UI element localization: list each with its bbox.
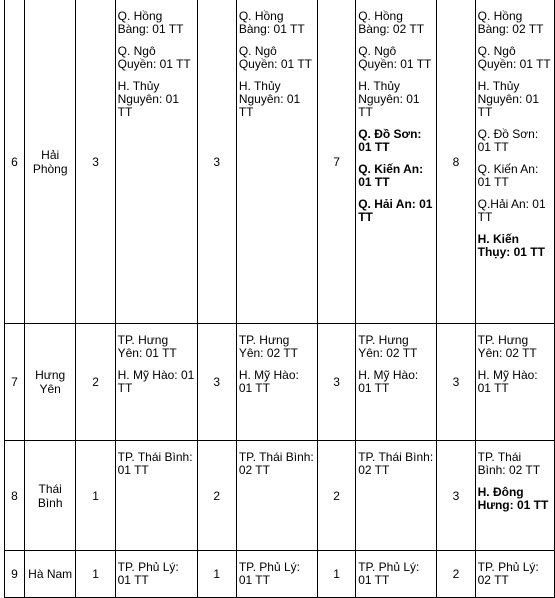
district-entry: Q. Hồng Bàng: 01 TT xyxy=(238,9,305,36)
district-list xyxy=(236,441,317,551)
district-entry: Q. Ngô Quyền: 01 TT xyxy=(358,44,432,71)
district-entry: H. Mỹ Hào: 01 TT xyxy=(117,368,195,395)
count-cell: 2 xyxy=(197,441,236,551)
district-entry: H. Mỹ Hào: 01 TT xyxy=(477,368,538,395)
district-list xyxy=(356,0,437,324)
row-number: 7 xyxy=(5,324,25,441)
district-entry: Q. Hải An: 01 TT xyxy=(358,197,433,224)
district-entry: H. Thủy Nguyên: 01 TT xyxy=(358,79,420,119)
province-name: Thái Bình xyxy=(24,441,76,551)
count-cell: 1 xyxy=(76,551,115,598)
table-row xyxy=(5,441,555,551)
district-entry: TP. Phủ Lý: 02 TT xyxy=(477,560,539,587)
district-list xyxy=(356,324,437,441)
district-list xyxy=(115,0,197,324)
district-entry: Q. Ngô Quyền: 01 TT xyxy=(117,44,191,71)
district-list xyxy=(356,441,437,551)
district-entry: TP. Hưng Yên: 02 TT xyxy=(477,333,537,360)
count-cell: 2 xyxy=(76,324,115,441)
district-list xyxy=(475,551,554,598)
district-entry: TP. Thái Bình: 02 TT xyxy=(358,450,434,477)
district-entry: Q. Kiến An: 01 TT xyxy=(477,162,539,189)
district-entry: H. Thủy Nguyên: 01 TT xyxy=(477,79,539,119)
district-entry: TP. Hưng Yên: 02 TT xyxy=(358,333,418,360)
district-entry: TP. Hưng Yên: 02 TT xyxy=(238,333,298,360)
count-cell: 1 xyxy=(76,441,115,551)
district-entry: TP. Thái Bình: 01 TT xyxy=(117,450,193,477)
count-cell: 8 xyxy=(437,0,475,324)
district-entry: TP. Thái Bình: 02 TT xyxy=(477,450,541,477)
province-name: Hải Phòng xyxy=(24,0,76,324)
count-cell: 2 xyxy=(437,551,475,598)
district-entry: TP. Phủ Lý: 01 TT xyxy=(238,560,300,587)
district-entry: Q. Đồ Sơn: 01 TT xyxy=(477,127,539,154)
district-entry: H. Mỹ Hào: 01 TT xyxy=(238,368,299,395)
row-number: 9 xyxy=(5,551,25,598)
table-row xyxy=(5,0,555,324)
district-list xyxy=(115,551,197,598)
province-name: Hà Nam xyxy=(24,551,76,598)
count-cell: 3 xyxy=(437,441,475,551)
district-list xyxy=(475,0,554,324)
station-table xyxy=(4,0,555,598)
district-entry: Q. Ngô Quyền: 01 TT xyxy=(238,44,312,71)
district-list xyxy=(115,324,197,441)
row-number: 8 xyxy=(5,441,25,551)
district-entry: TP. Hưng Yên: 01 TT xyxy=(117,333,177,360)
row-number: 6 xyxy=(5,0,25,324)
district-entry: H. Mỹ Hào: 01 TT xyxy=(358,368,419,395)
count-cell: 7 xyxy=(317,0,355,324)
district-list xyxy=(236,324,317,441)
district-entry: Q. Hồng Bàng: 02 TT xyxy=(358,9,425,36)
count-cell: 3 xyxy=(317,324,355,441)
district-entry: H. Kiến Thụy: 01 TT xyxy=(477,232,545,259)
district-list xyxy=(475,324,554,441)
table-row xyxy=(5,551,555,598)
count-cell: 3 xyxy=(437,324,475,441)
province-name: Hưng Yên xyxy=(24,324,76,441)
district-entry: TP. Phủ Lý: 01 TT xyxy=(117,560,179,587)
district-list xyxy=(356,551,437,598)
district-entry: Q.Hải An: 01 TT xyxy=(477,197,546,224)
district-entry: Q. Đồ Sơn: 01 TT xyxy=(358,127,422,154)
district-list xyxy=(236,551,317,598)
table-row xyxy=(5,324,555,441)
district-entry: TP. Phủ Lý: 01 TT xyxy=(358,560,420,587)
district-entry: TP. Thái Bình: 02 TT xyxy=(238,450,314,477)
district-entry: H. Thủy Nguyên: 01 TT xyxy=(117,79,179,119)
district-entry: H. Đông Hưng: 01 TT xyxy=(477,485,549,512)
district-list xyxy=(236,0,317,324)
district-list xyxy=(475,441,554,551)
district-entry: Q. Ngô Quyền: 01 TT xyxy=(477,44,551,71)
count-cell: 3 xyxy=(76,0,115,324)
count-cell: 2 xyxy=(317,441,355,551)
count-cell: 3 xyxy=(197,324,236,441)
district-entry: Q. Hồng Bàng: 01 TT xyxy=(117,9,184,36)
district-list xyxy=(115,441,197,551)
count-cell: 3 xyxy=(197,0,236,324)
district-entry: H. Thủy Nguyên: 01 TT xyxy=(238,79,301,119)
district-entry: Q. Kiến An: 01 TT xyxy=(358,162,424,189)
count-cell: 1 xyxy=(317,551,355,598)
district-entry: Q. Hồng Bàng: 02 TT xyxy=(477,9,544,36)
count-cell: 1 xyxy=(197,551,236,598)
